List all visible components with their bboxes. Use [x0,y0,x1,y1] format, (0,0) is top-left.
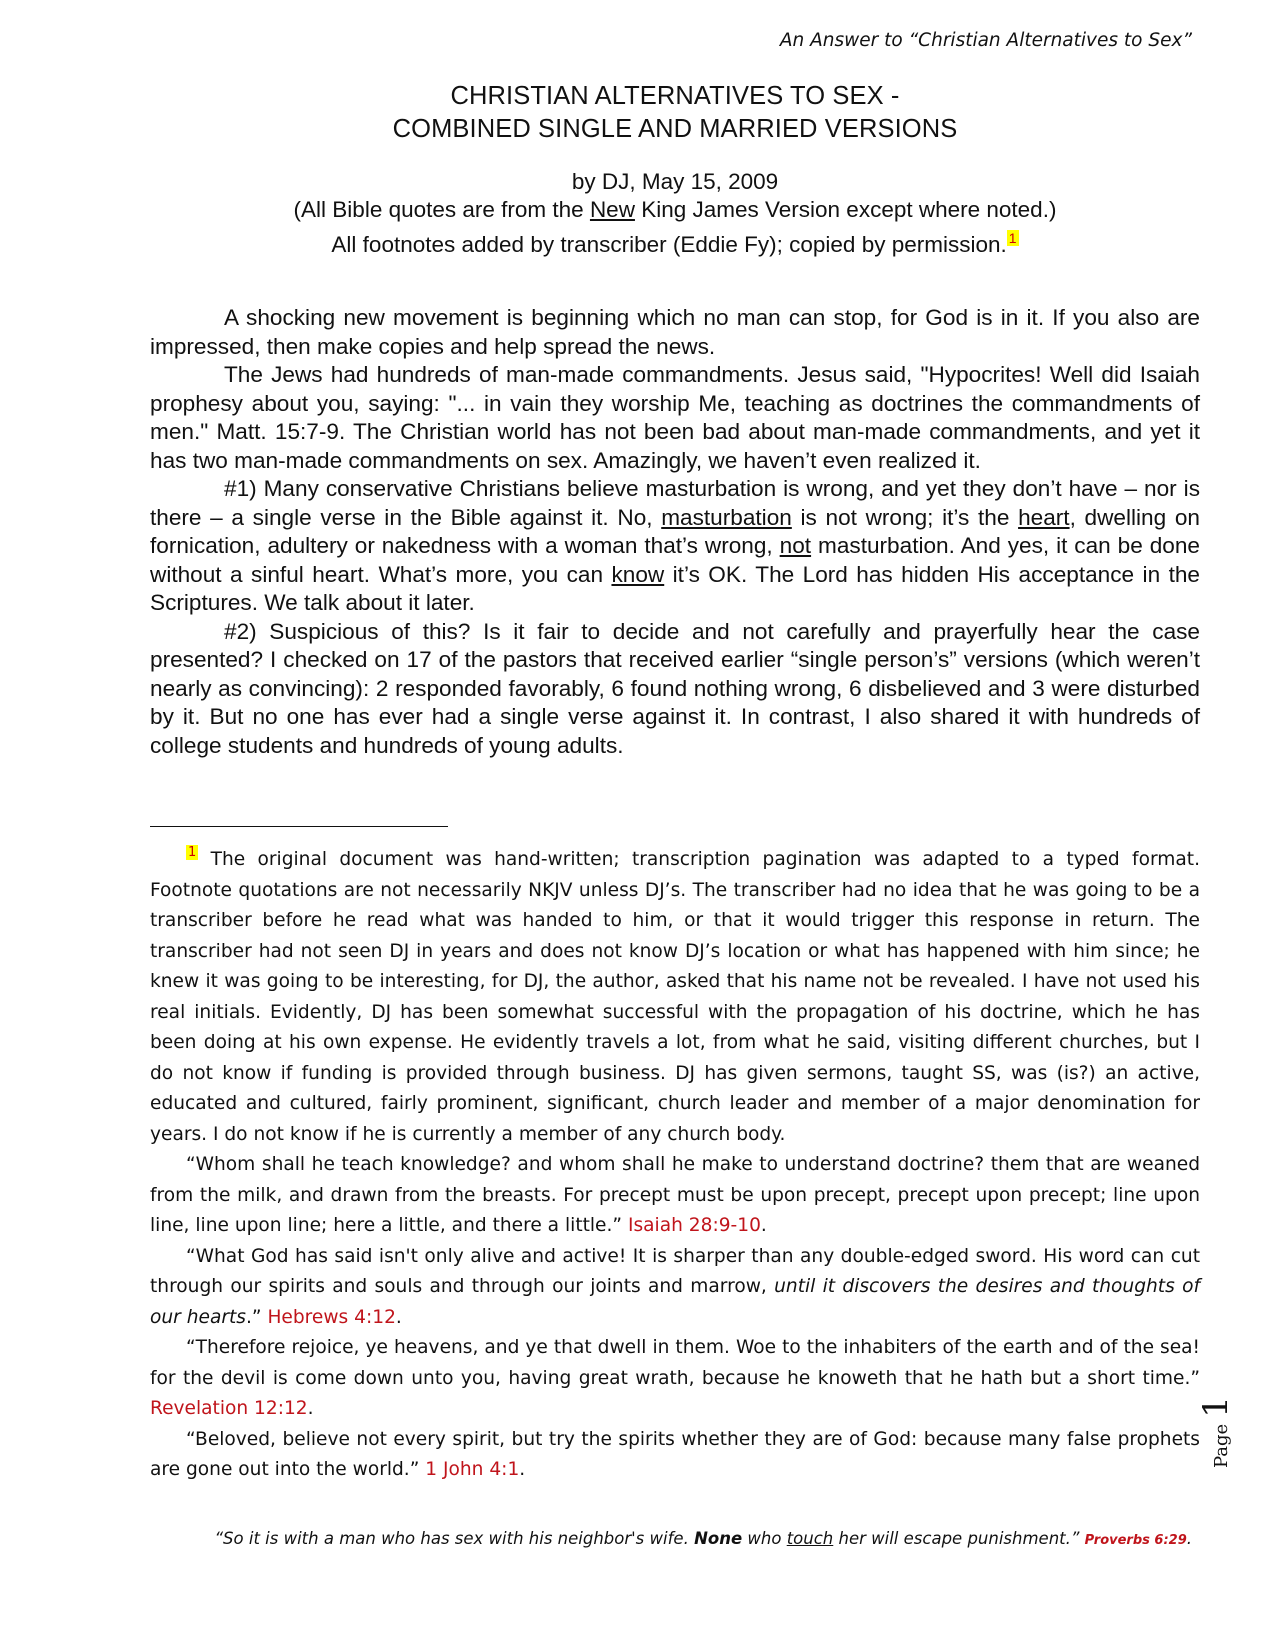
body-paragraph-1: A shocking new movement is beginning which no man can stop, for God is in it. If you also are impressed, then make copies and help spread the news. [150,305,1200,359]
p3-underlined-masturbation: masturbation [661,504,792,530]
page-number [1196,1378,1236,1468]
closing-underlined-touch: touch [786,1529,834,1548]
footnote-quote-isaiah [150,1150,1200,1242]
closing-period: . [1186,1529,1192,1548]
closing-quote [215,1529,1193,1548]
quote-isaiah-text: “Whom shall he teach knowledge? and whom shall he make to understand doctrine? them that are weaned from the milk, and drawn from the breasts. For precept must be upon precept, precept upon precept; line upon line, line upon line; here a little, and there a little.” [150,1154,1200,1236]
footnote-separator [150,826,448,827]
ref-isaiah[interactable]: Isaiah 28:9-10 [627,1215,761,1236]
document-title-line-1: CHRISTIAN ALTERNATIVES TO SEX - [450,82,900,110]
closing-text-b: who [742,1529,787,1548]
p3-text-a: #1) Many conservative Christians believe masturbation is wrong, and yet they don’t have – nor is there – a single verse in the Bible against it. No, [150,476,1200,530]
p3-underlined-heart: heart [1018,504,1070,530]
footnote-note [150,224,1200,259]
footnote-number: 1 [188,845,197,860]
translation-note [150,196,1200,224]
closing-text-c: her will escape punishment.” [833,1529,1085,1548]
ref-hebrews[interactable]: Hebrews 4:12 [267,1306,396,1328]
title-block [150,80,1200,259]
body-paragraph-4: #2) Suspicious of this? Is it fair to decide and not carefully and prayerfully hear the case presented? I checked on 17 of the pastors that received earlier “single person’s” versions (which weren’t nearly as convincing): 2 responded favorably, 6 found nothing wrong, 6 disbelieved and 3 were disturbed by it. But no one has ever had a single verse against it. In contrast, I also shared it with hundreds of college students and hundreds of young adults. [150,618,1200,758]
footnote-quote-hebrews [150,1242,1200,1334]
p3-text-d: masturbation. And yes, it can be done without a sinful heart. What’s more, you can [150,533,1200,587]
translation-note-text-end: King James Version except where noted.) [634,197,1057,222]
body-paragraph-2: The Jews had hundreds of man-made commandments. Jesus said, "Hypocrites! Well did Isaiah prophesy about you, saying: "... in vain they worship Me, teaching as doctrines the commandments of men." Matt. 15:7-9. The Christian world has not been bad about man-made commandments, and yet it has two man-made commandments on sex. Amazingly, we haven’t even realized it. [150,362,1200,473]
running-header: An Answer to “Christian Alternatives to Sex” [779,30,1192,51]
page-number-value: 1 [1196,1396,1236,1418]
document-title-line-2: COMBINED SINGLE AND MARRIED VERSIONS [392,115,958,143]
p3-text-c: , dwelling on fornication, adultery or nakedness with a woman that’s wrong, [150,504,1200,558]
quote-hebrews-close: .” [245,1306,268,1328]
p3-text-e: it’s OK. The Lord has hidden His acceptance in the Scriptures. We talk about it later. [150,561,1200,615]
ref-revelation[interactable]: Revelation 12:12 [150,1398,308,1419]
quote-revelation-text: “Therefore rejoice, ye heavens, and ye that dwell in them. Woe to the inhabiters of the earth and of the sea! for the devil is come down unto you, having great wrath, because he knoweth that he hath but a short time.” [150,1337,1200,1389]
main-body [150,304,1200,760]
closing-bold-none: None [694,1529,743,1548]
footnote-paragraph-1 [150,838,1200,1150]
translation-note-text: (All Bible quotes are from the [293,197,590,222]
footnote-note-text: All footnotes added by transcriber (Eddie Fy); copied by permission. [331,232,1007,257]
page-label: Page [1211,1423,1232,1468]
footnote-quote-revelation [150,1333,1200,1425]
ref-proverbs[interactable]: Proverbs 6:29 [1084,1533,1187,1548]
quote-john-text: “Beloved, believe not every spirit, but try the spirits whether they are of God: because many false prophets are gone out into the world.” [150,1428,1200,1480]
p3-text-b: is not wrong; it’s the [791,504,1019,530]
p3-underlined-know: know [611,561,665,587]
p3-underlined-not: not [779,533,812,558]
quote-end-period: . [395,1306,402,1328]
translation-note-underlined: New [589,197,635,222]
byline: by DJ, May 15, 2009 [571,169,779,194]
quote-hebrews-text: “What God has said isn't only alive and active! It is sharper than any double-edged sword. His word can cut through our spirits and souls and through our joints and marrow, [150,1245,1200,1297]
quote-hebrews-italic: until it discovers the desires and thoughts of our hearts [150,1276,1200,1328]
closing-text-a: “So it is with a man who has sex with his neighbor's wife. [214,1529,695,1548]
quote-end-period: . [307,1398,314,1419]
footnote-text: The original document was hand-written; transcription pagination was adapted to a typed format. Footnote quotations are not necessarily NKJV unless DJ’s. The transcriber had no idea that he was going to be a transcriber before he read what was handed to him, or that it would trigger this response in return. The transcriber had not seen DJ in years and does not know DJ’s location or what has happened with him since; he knew it was going to be interesting, for DJ, the author, asked that his name not be revealed. I have not used his real initials. Evidently, DJ has been somewhat successful with the propagation of his doctrine, which he has been doing at his own expense. He evidently travels a lot, from what he said, visiting different churches, but I do not know if funding is provided through business. DJ has given sermons, taught SS, was (is?) an active, educated and cultured, fairly prominent, significant, church leader and member of a major denomination for years. I do not know if he is currently a member of any church body. [150,849,1200,1145]
ref-1-john[interactable]: 1 John 4:1 [425,1459,520,1480]
footnote-quote-john [150,1425,1200,1486]
footnote-section [150,838,1200,1486]
body-paragraph-3 [150,475,1200,618]
quote-end-period: . [760,1215,767,1236]
footnote-reference-marker[interactable]: 1 [1008,230,1017,246]
quote-end-period: . [519,1459,526,1480]
